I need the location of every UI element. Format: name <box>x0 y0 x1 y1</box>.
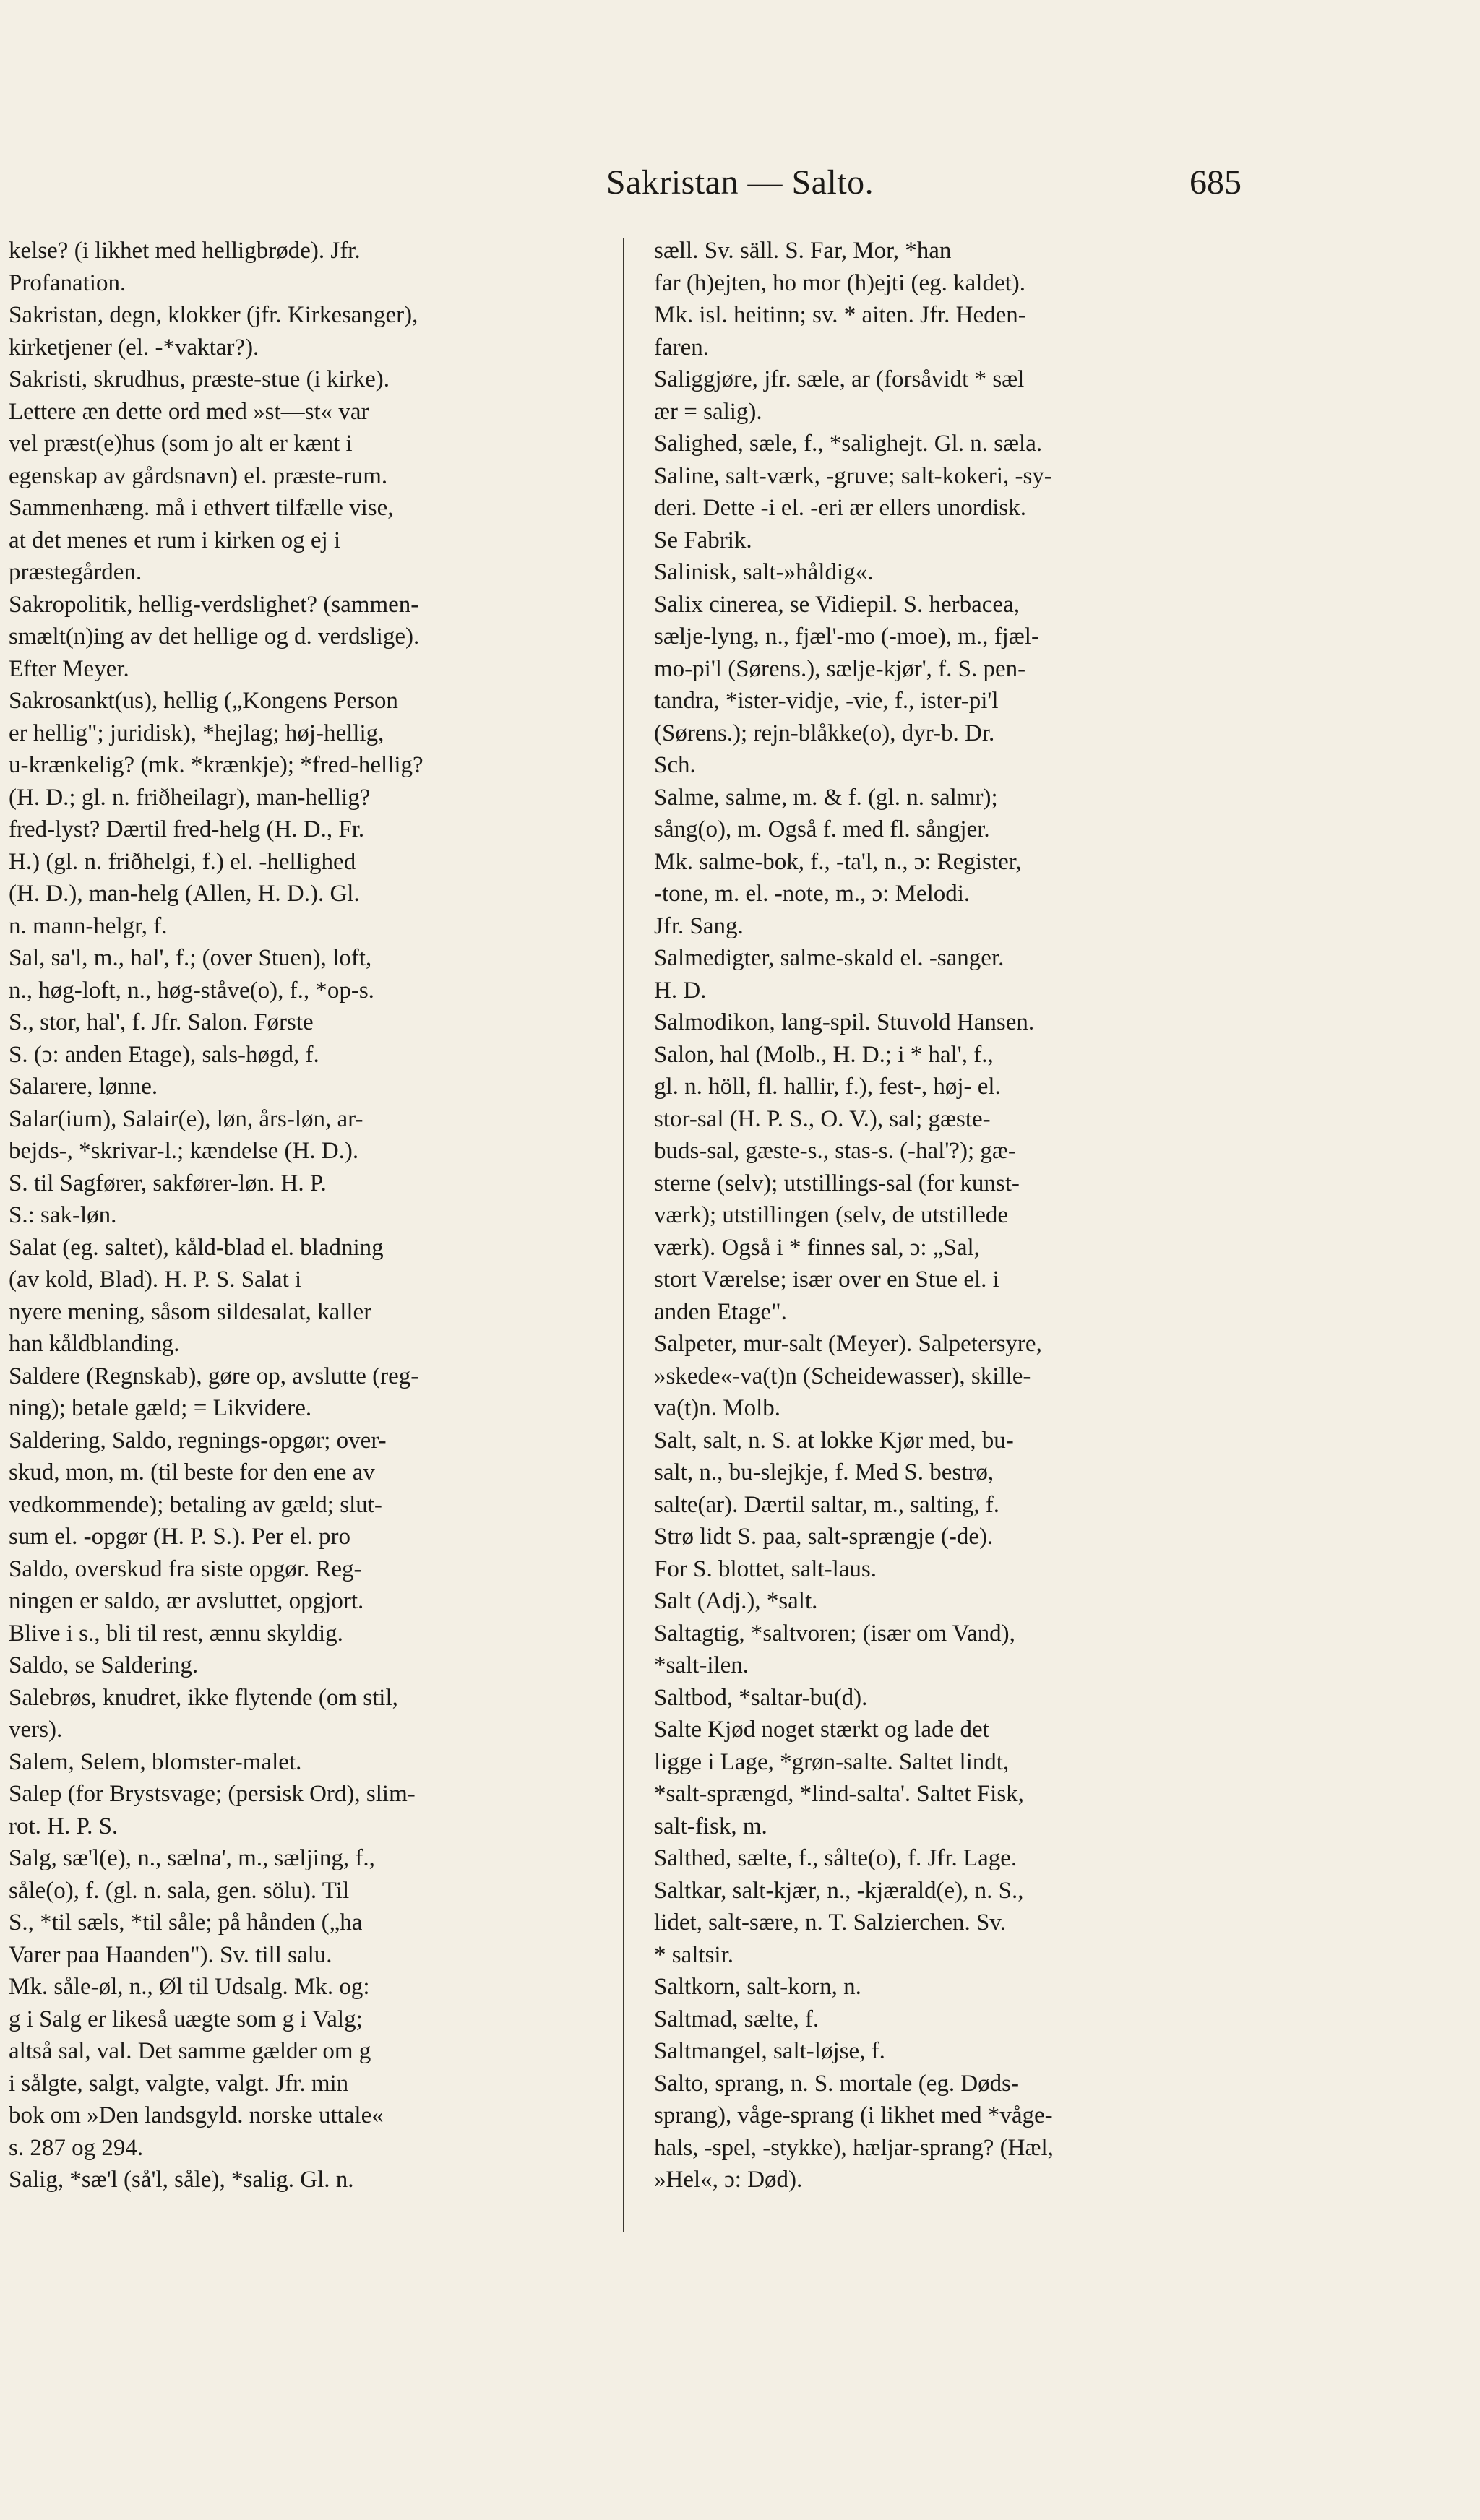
text-line: H. D. <box>654 977 707 1004</box>
text-line: * saltsir. <box>654 1941 734 1968</box>
text-line: Salme, salme, m. & f. (gl. n. salmr); <box>654 784 998 811</box>
text-line: værk). Også i * finnes sal, ɔ: „Sal, <box>654 1234 980 1261</box>
text-line: »skede«-va(t)n (Scheidewasser), skille- <box>654 1363 1031 1389</box>
text-line: Blive i s., bli til rest, ænnu skyldig. <box>9 1620 343 1647</box>
text-line: Salg, sæ'l(e), n., sælna', m., sæljing, f., <box>9 1845 375 1871</box>
text-line: Salem, Selem, blomster-malet. <box>9 1748 302 1775</box>
text-line: S., *til sæls, *til såle; på hånden („ha <box>9 1910 363 1936</box>
text-line: Salinisk, salt-»håldig«. <box>654 559 874 585</box>
text-line: Salig, *sæ'l (så'l, såle), *salig. Gl. n. <box>9 2167 354 2193</box>
text-line: hals, -spel, -stykke), hæljar-sprang? (Hæl, <box>654 2134 1054 2161</box>
text-line: Sch. <box>654 752 696 778</box>
text-line: salte(ar). Dærtil saltar, m., salting, f. <box>654 1491 999 1518</box>
text-line: sång(o), m. Også f. med fl. sångjer. <box>654 816 990 842</box>
text-line: n., høg-loft, n., høg-ståve(o), f., *op-s. <box>9 977 374 1004</box>
text-line: stort Værelse; især over en Stue el. i <box>654 1267 999 1293</box>
text-line: (H. D.; gl. n. friðheilagr), man-hellig? <box>9 784 371 811</box>
text-line: Salto, sprang, n. S. mortale (eg. Døds- <box>654 2070 1020 2097</box>
text-line: kelse? (i likhet med helligbrøde). Jfr. <box>9 238 361 264</box>
text-line: (av kold, Blad). H. P. S. Salat i <box>9 1267 302 1293</box>
text-line: ning); betale gæld; = Likvidere. <box>9 1395 312 1421</box>
text-line: altså sal, val. Det samme gælder om g <box>9 2038 371 2064</box>
text-line: S. til Sagfører, sakfører-løn. H. P. <box>9 1170 327 1196</box>
text-line: Salar(ium), Salair(e), løn, års-løn, ar- <box>9 1105 363 1132</box>
text-line: sprang), våge-sprang (i likhet med *våge- <box>654 2102 1053 2128</box>
text-line: gl. n. höll, fl. hallir, f.), fest-, høj- el. <box>654 1074 1001 1100</box>
text-line: Saldere (Regnskab), gøre op, avslutte (reg- <box>9 1363 419 1389</box>
text-line: stor-sal (H. P. S., O. V.), sal; gæste- <box>654 1105 991 1132</box>
text-line: Saltmad, sælte, f. <box>654 2006 819 2032</box>
text-line: såle(o), f. (gl. n. sala, gen. sölu). Til <box>9 1877 350 1904</box>
text-line: Salep (for Brystsvage; (persisk Ord), slim- <box>9 1781 416 1807</box>
text-line: sælje-lyng, n., fjæl'-mo (-moe), m., fjæl- <box>654 623 1039 650</box>
text-line: Salte Kjød noget stærkt og lade det <box>654 1717 989 1743</box>
text-line: Salon, hal (Molb., H. D.; i * hal', f., <box>654 1041 994 1068</box>
page-header <box>0 163 1480 213</box>
text-line: Saldo, overskud fra siste opgør. Reg- <box>9 1555 362 1582</box>
text-line: Salt, salt, n. S. at lokke Kjør med, bu- <box>654 1427 1014 1454</box>
text-line: Saltkar, salt-kjær, n., -kjærald(e), n. S., <box>654 1877 1024 1904</box>
running-title: Sakristan — Salto. <box>606 163 874 202</box>
page-number: 685 <box>1189 163 1242 202</box>
text-line: Strø lidt S. paa, salt-sprængje (-de). <box>654 1524 994 1550</box>
text-line: Profanation. <box>9 269 126 296</box>
text-line: Sal, sa'l, m., hal', f.; (over Stuen), loft, <box>9 945 372 971</box>
text-line: Salat (eg. saltet), kåld-blad el. bladning <box>9 1234 384 1261</box>
text-line: Varer paa Haanden"). Sv. till salu. <box>9 1941 332 1968</box>
text-line: vers). <box>9 1717 63 1743</box>
text-line: Salthed, sælte, f., sålte(o), f. Jfr. Lage. <box>654 1845 1018 1871</box>
right-column <box>654 235 1265 2222</box>
text-line: at det menes et rum i kirken og ej i <box>9 527 341 553</box>
text-line: er hellig"; juridisk), *hejlag; høj-hellig, <box>9 720 384 746</box>
text-line: bok om »Den landsgyld. norske uttale« <box>9 2102 384 2128</box>
text-line: værk); utstillingen (selv, de utstillede <box>654 1202 1009 1228</box>
text-line: S. (ɔ: anden Etage), sals-høgd, f. <box>9 1041 319 1068</box>
text-line: skud, mon, m. (til beste for den ene av <box>9 1459 375 1485</box>
text-line: Lettere æn dette ord med »st—st« var <box>9 398 369 425</box>
text-line: deri. Dette -i el. -eri ær ellers unordisk. <box>654 495 1026 521</box>
text-line: Mk. såle-øl, n., Øl til Udsalg. Mk. og: <box>9 1974 370 2000</box>
text-line: Mk. isl. heitinn; sv. * aiten. Jfr. Heden- <box>654 302 1026 328</box>
text-line: egenskap av gårdsnavn) el. præste-rum. <box>9 462 388 489</box>
text-line: fred-lyst? Dærtil fred-helg (H. D., Fr. <box>9 816 365 842</box>
text-line: Saldo, se Saldering. <box>9 1652 199 1678</box>
text-line: Salmedigter, salme-skald el. -sanger. <box>654 945 1004 971</box>
text-line: Saltmangel, salt-løjse, f. <box>654 2038 885 2064</box>
text-line: Saldering, Saldo, regnings-opgør; over- <box>9 1427 387 1454</box>
text-line: sæll. Sv. säll. S. Far, Mor, *han <box>654 238 952 264</box>
text-line: i sålgte, salgt, valgte, valgt. Jfr. min <box>9 2070 349 2097</box>
text-line: (Sørens.); rejn-blåkke(o), dyr-b. Dr. <box>654 720 995 746</box>
text-line: vel præst(e)hus (som jo alt er kænt i <box>9 431 353 457</box>
text-line: Sammenhæng. må i ethvert tilfælle vise, <box>9 495 394 521</box>
text-line: *salt-sprængd, *lind-salta'. Saltet Fisk, <box>654 1781 1024 1807</box>
text-line: Saltagtig, *saltvoren; (især om Vand), <box>654 1620 1015 1647</box>
text-line: bejds-, *skrivar-l.; kændelse (H. D.). <box>9 1138 359 1164</box>
text-line: nyere mening, såsom sildesalat, kaller <box>9 1298 372 1325</box>
text-line: *salt-ilen. <box>654 1652 749 1678</box>
text-line: Salighed, sæle, f., *salighejt. Gl. n. sæla. <box>654 431 1043 457</box>
text-line: sterne (selv); utstillings-sal (for kunst- <box>654 1170 1020 1196</box>
text-line: ningen er saldo, ær avsluttet, opgjort. <box>9 1588 364 1614</box>
text-line: anden Etage". <box>654 1298 787 1325</box>
text-line: faren. <box>654 334 710 361</box>
text-line: S., stor, hal', f. Jfr. Salon. Første <box>9 1009 314 1035</box>
text-line: Saltkorn, salt-korn, n. <box>654 1974 861 2000</box>
text-line: s. 287 og 294. <box>9 2134 144 2161</box>
text-line: »Hel«, ɔ: Død). <box>654 2167 803 2193</box>
text-line: han kåldblanding. <box>9 1331 180 1357</box>
text-line: smælt(n)ing av det hellige og d. verdslige). <box>9 623 420 650</box>
text-line: kirketjener (el. -*vaktar?). <box>9 334 259 361</box>
text-line: H.) (gl. n. friðhelgi, f.) el. -hellighed <box>9 848 356 875</box>
text-line: u-krænkelig? (mk. *krænkje); *fred-hellig? <box>9 752 423 778</box>
text-line: Saltbod, *saltar-bu(d). <box>654 1684 868 1711</box>
text-line: mo-pi'l (Sørens.), sælje-kjør', f. S. pen- <box>654 655 1026 682</box>
text-line: Salpeter, mur-salt (Meyer). Salpetersyre, <box>654 1331 1042 1357</box>
text-line: rot. H. P. S. <box>9 1813 119 1839</box>
text-line: ligge i Lage, *grøn-salte. Saltet lindt, <box>654 1748 1010 1775</box>
text-line: lidet, salt-sære, n. T. Salzierchen. Sv. <box>654 1910 1006 1936</box>
text-line: Efter Meyer. <box>9 655 129 682</box>
text-line: Sakrosankt(us), hellig („Kongens Person <box>9 688 398 714</box>
text-line: va(t)n. Molb. <box>654 1395 781 1421</box>
left-column <box>9 235 608 2222</box>
text-line: Mk. salme-bok, f., -ta'l, n., ɔ: Register, <box>654 848 1022 875</box>
text-line: Salt (Adj.), *salt. <box>654 1588 818 1614</box>
text-line: Salebrøs, knudret, ikke flytende (om stil, <box>9 1684 398 1711</box>
text-line: Salmodikon, lang-spil. Stuvold Hansen. <box>654 1009 1035 1035</box>
text-line: Sakristan, degn, klokker (jfr. Kirkesanger), <box>9 302 418 328</box>
text-line: vedkommende); betaling av gæld; slut- <box>9 1491 382 1518</box>
text-line: far (h)ejten, ho mor (h)ejti (eg. kaldet). <box>654 269 1026 296</box>
text-line: tandra, *ister-vidje, -vie, f., ister-pi'l <box>654 688 999 714</box>
text-line: g i Salg er likeså uægte som g i Valg; <box>9 2006 363 2032</box>
text-line: buds-sal, gæste-s., stas-s. (-hal'?); gæ- <box>654 1138 1016 1164</box>
column-divider <box>623 238 624 2232</box>
text-line: -tone, m. el. -note, m., ɔ: Melodi. <box>654 881 971 907</box>
text-line: Sakropolitik, hellig-verdslighet? (sammen- <box>9 591 419 618</box>
text-line: For S. blottet, salt-laus. <box>654 1555 877 1582</box>
text-line: Saline, salt-værk, -gruve; salt-kokeri, -sy- <box>654 462 1052 489</box>
text-line: n. mann-helgr, f. <box>9 912 168 939</box>
text-line: ær = salig). <box>654 398 762 425</box>
text-line: præstegården. <box>9 559 142 585</box>
text-line: Saliggjøre, jfr. sæle, ar (forsåvidt * sæl <box>654 366 1025 392</box>
text-line: Jfr. Sang. <box>654 912 744 939</box>
text-line: salt-fisk, m. <box>654 1813 767 1839</box>
text-line: (H. D.), man-helg (Allen, H. D.). Gl. <box>9 881 360 907</box>
text-line: Salarere, lønne. <box>9 1074 158 1100</box>
text-line: sum el. -opgør (H. P. S.). Per el. pro <box>9 1524 350 1550</box>
text-line: Se Fabrik. <box>654 527 752 553</box>
text-line: Salix cinerea, se Vidiepil. S. herbacea, <box>654 591 1020 618</box>
text-line: S.: sak-løn. <box>9 1202 117 1228</box>
text-line: salt, n., bu-slejkje, f. Med S. bestrø, <box>654 1459 994 1485</box>
text-line: Sakristi, skrudhus, præste-stue (i kirke). <box>9 366 390 392</box>
